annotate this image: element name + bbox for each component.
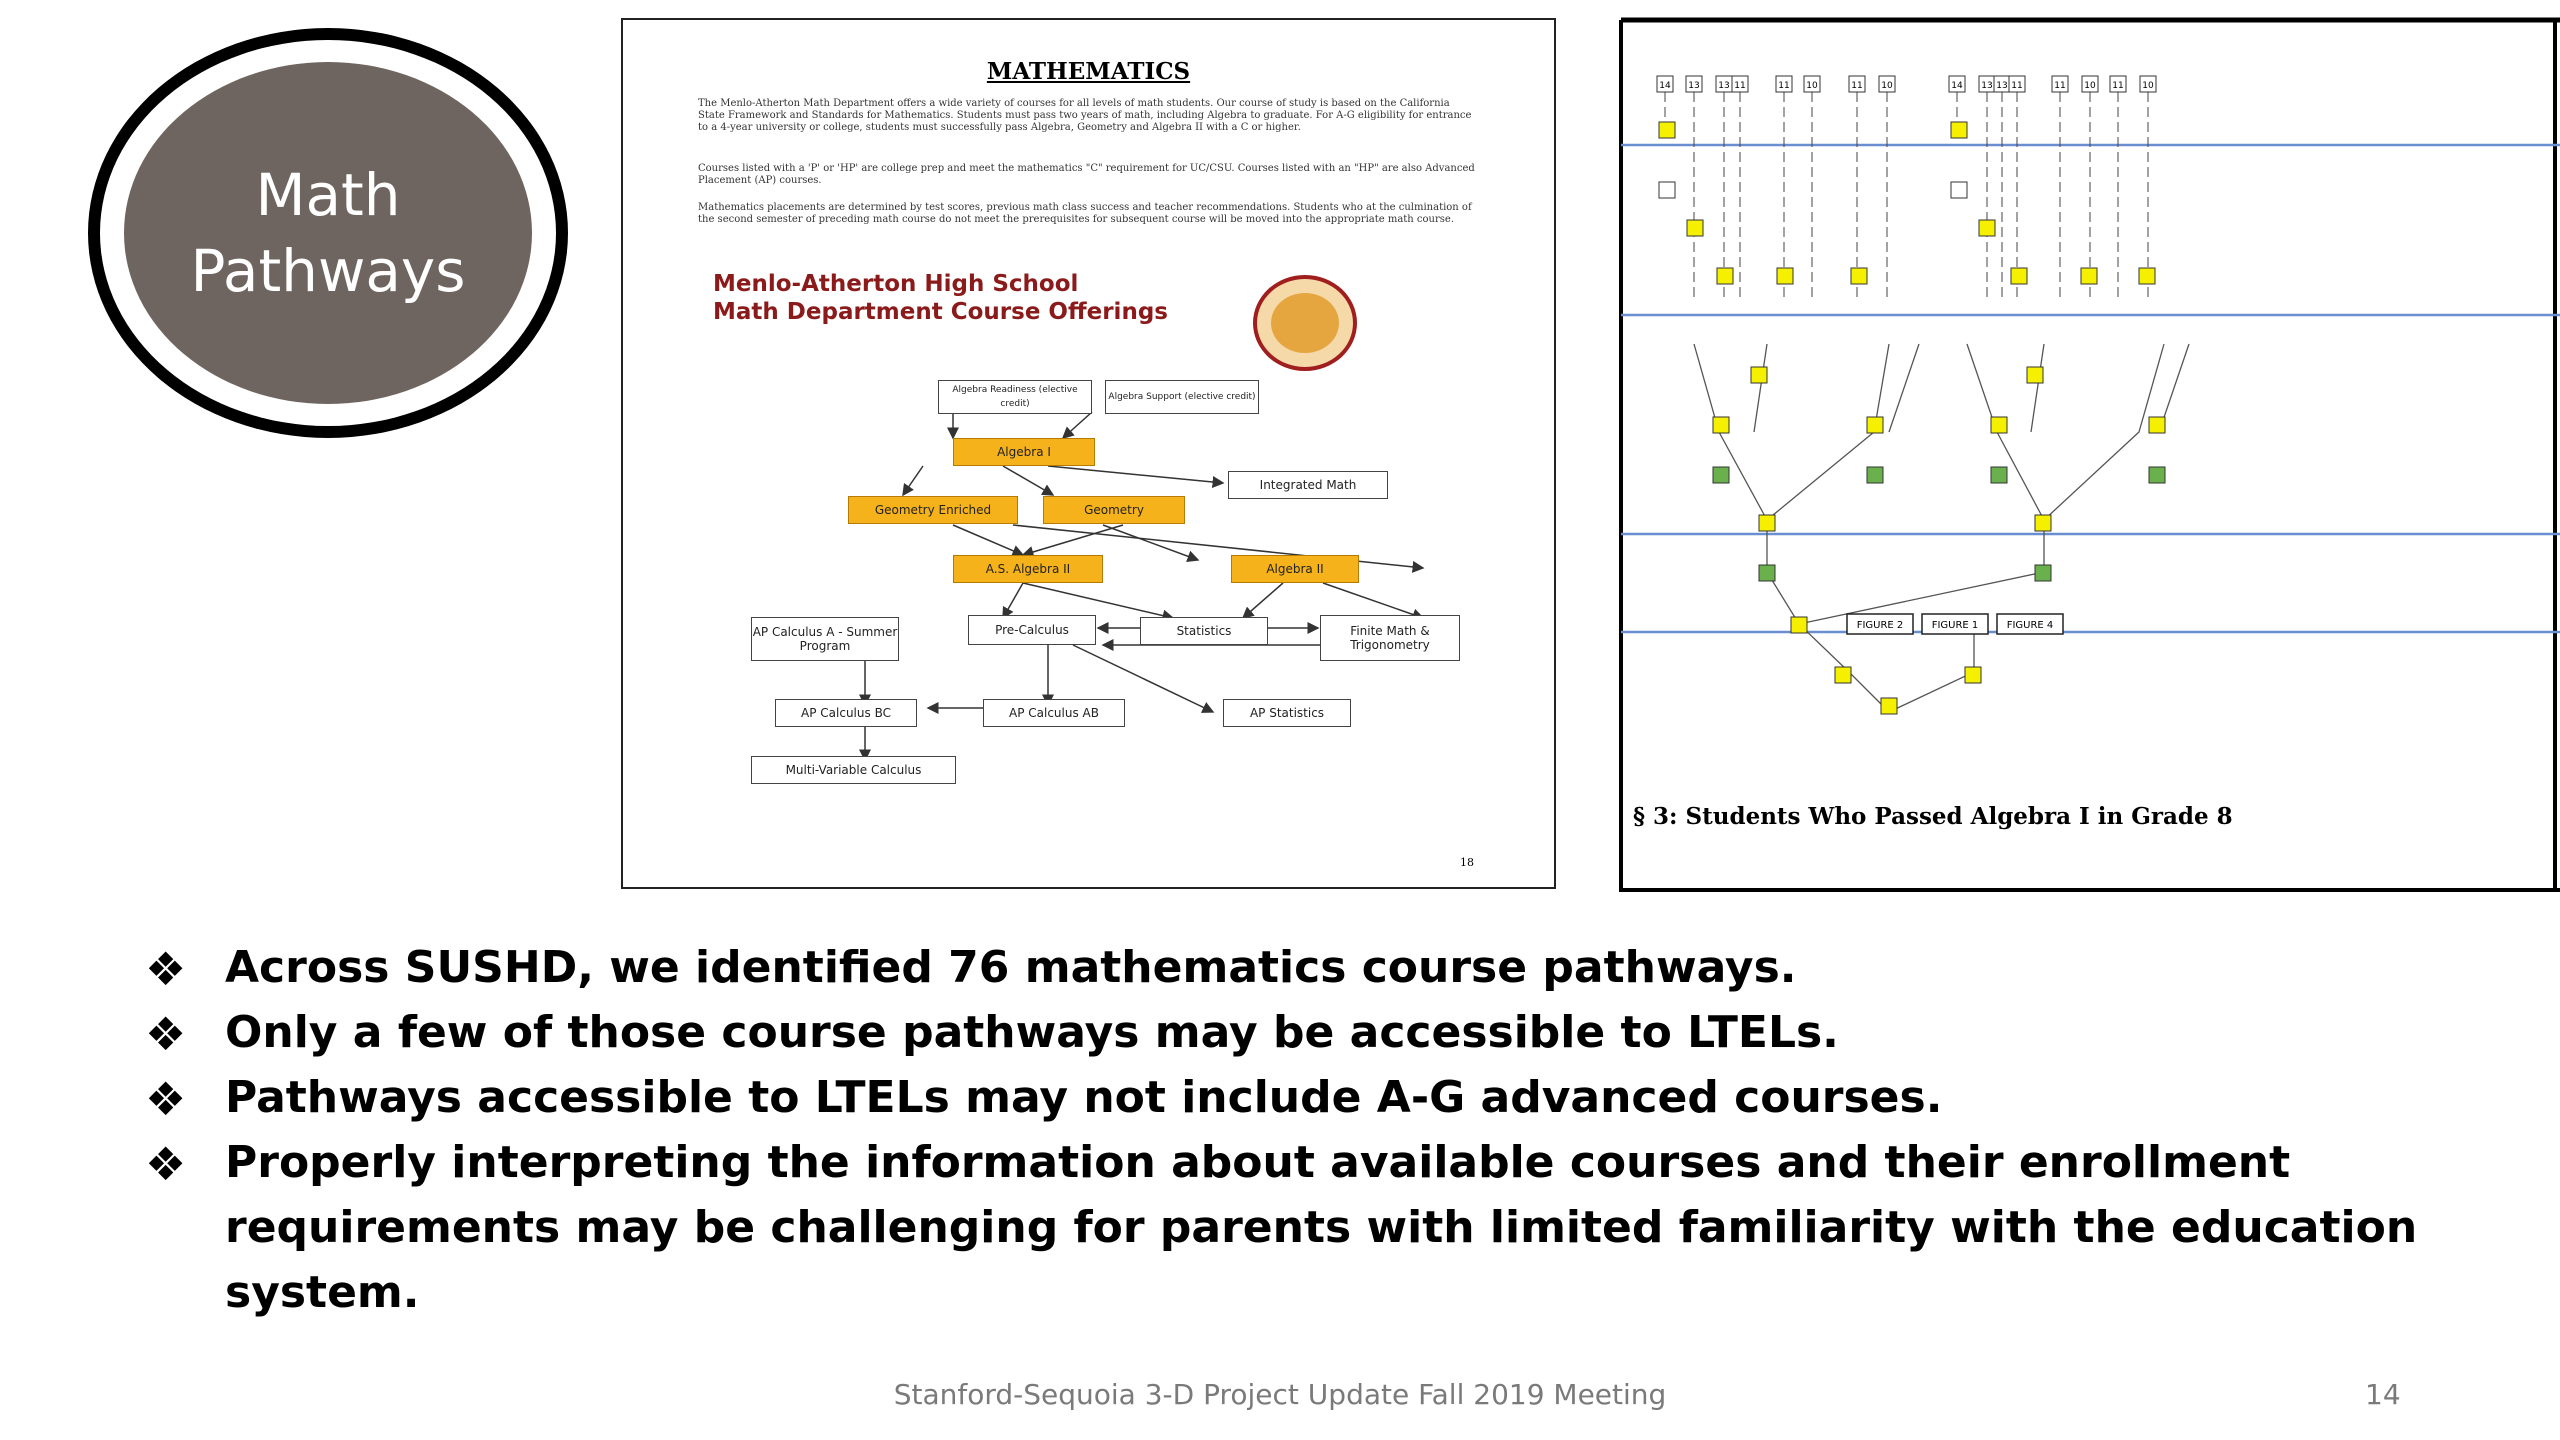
course-as-algebra-2: A.S. Algebra II: [953, 555, 1103, 583]
course-algebra-readiness: Algebra Readiness (elective credit): [938, 380, 1092, 414]
catalog-paragraph-1: The Menlo-Atherton Math Department offers a wide variety of courses for all levels of math students. Our course of study is based on the California State Framework and Standards for Mathematics. Students must pass two years of math, including Algebra to graduate. For A-G eligibility for entrance to a 4-year university or college, students must successfully pass Algebra, Geometry and Algebra II with a C or higher.: [698, 98, 1472, 133]
catalog-paragraph-2: Courses listed with a 'P' or 'HP' are college prep and meet the mathematics "C" requirement for UC/CSU. Courses listed with an "HP" are also Advanced Placement (AP) courses.: [698, 163, 1475, 186]
course-ap-statistics: AP Statistics: [1223, 699, 1351, 727]
top-pathway-box-label: 11: [1778, 81, 1790, 91]
four-diamond-bullet-icon: ❖: [145, 1137, 187, 1191]
top-pathway-box-label: 14: [1659, 81, 1671, 91]
catalog-page-number: 18: [1460, 856, 1474, 869]
catalog-title: MATHEMATICS: [986, 58, 1191, 85]
slide-number: 14: [2365, 1378, 2401, 1411]
top-pathway-box-label: 14: [1951, 81, 1963, 91]
course-algebra-2: Algebra II: [1231, 555, 1359, 583]
bullet-text: Pathways accessible to LTELs may not include A-G advanced courses.: [225, 1072, 1943, 1123]
four-diamond-bullet-icon: ❖: [145, 1072, 187, 1126]
top-pathway-box-label: 13: [1688, 81, 1700, 91]
title-line-2: Pathways: [190, 237, 466, 305]
course-catalog-page: [621, 18, 1556, 889]
course-statistics: Statistics: [1140, 617, 1268, 645]
bullet-text: Across SUSHD, we identified 76 mathematics course pathways.: [225, 942, 1797, 993]
bullet-text: Properly interpreting the information about available courses and their enrollment requirements may be challenging for parents with limited familiarity with the education system.: [225, 1137, 2418, 1318]
figure-label-2: FIGURE 2: [1856, 620, 1904, 631]
top-pathway-box-label: 10: [2084, 81, 2096, 91]
department-offerings: Math Department Course Offerings: [713, 299, 1168, 325]
top-pathway-box-label: 11: [1734, 81, 1746, 91]
catalog-paragraph-3: Mathematics placements are determined by test scores, previous math class success and teacher recommendations. Students who at the culmination of the second semester of preceding math course do not meet the prerequisites for subsequent course will be moved into the appropriate math course.: [698, 202, 1472, 225]
slide-footer: Stanford-Sequoia 3-D Project Update Fall 2019 Meeting: [893, 1378, 1667, 1411]
course-algebra-1: Algebra I: [953, 438, 1095, 466]
figure-caption: § 3: Students Who Passed Algebra I in Grade 8: [1633, 803, 2233, 830]
top-pathway-box-label: 11: [2112, 81, 2124, 91]
course-ap-calculus-ab: AP Calculus AB: [983, 699, 1125, 727]
school-name: Menlo-Atherton High School: [713, 271, 1079, 297]
top-pathway-box-label: 13: [1981, 81, 1993, 91]
bullet-item: [145, 1130, 2445, 1325]
course-geometry-enriched: Geometry Enriched: [848, 496, 1018, 524]
course-multivariable-calculus: Multi-Variable Calculus: [751, 756, 956, 784]
course-integrated-math: Integrated Math: [1228, 471, 1388, 499]
top-pathway-box-label: 11: [2011, 81, 2023, 91]
figure-label-1: FIGURE 1: [1931, 620, 1979, 631]
top-pathway-box-label: 13: [1718, 81, 1730, 91]
top-pathway-box-label: 10: [1881, 81, 1893, 91]
top-pathway-box-label: 11: [1851, 81, 1863, 91]
bullet-text: Only a few of those course pathways may be accessible to LTELs.: [225, 1007, 1839, 1058]
pathways-tree-figure: [1619, 12, 2560, 892]
course-algebra-support: Algebra Support (elective credit): [1105, 380, 1259, 414]
top-pathway-box-label: 13: [1996, 81, 2008, 91]
figure-label-4: FIGURE 4: [2006, 620, 2054, 631]
title-badge: [124, 62, 532, 404]
title-line-1: Math: [255, 161, 401, 229]
bullet-item: [145, 935, 2445, 1000]
course-pre-calculus: Pre-Calculus: [968, 615, 1096, 645]
bullet-item: [145, 1065, 2445, 1130]
course-ap-calculus-bc: AP Calculus BC: [775, 699, 917, 727]
top-pathway-box-label: 10: [1806, 81, 1818, 91]
course-ap-calculus-a: AP Calculus A - Summer Program: [751, 617, 899, 661]
bullet-list: [145, 935, 2445, 1325]
course-finite-math: Finite Math & Trigonometry: [1320, 615, 1460, 661]
top-pathway-box-label: 11: [2054, 81, 2066, 91]
top-pathway-box-label: 10: [2142, 81, 2154, 91]
course-geometry: Geometry: [1043, 496, 1185, 524]
four-diamond-bullet-icon: ❖: [145, 942, 187, 996]
four-diamond-bullet-icon: ❖: [145, 1007, 187, 1061]
bullet-item: [145, 1000, 2445, 1065]
